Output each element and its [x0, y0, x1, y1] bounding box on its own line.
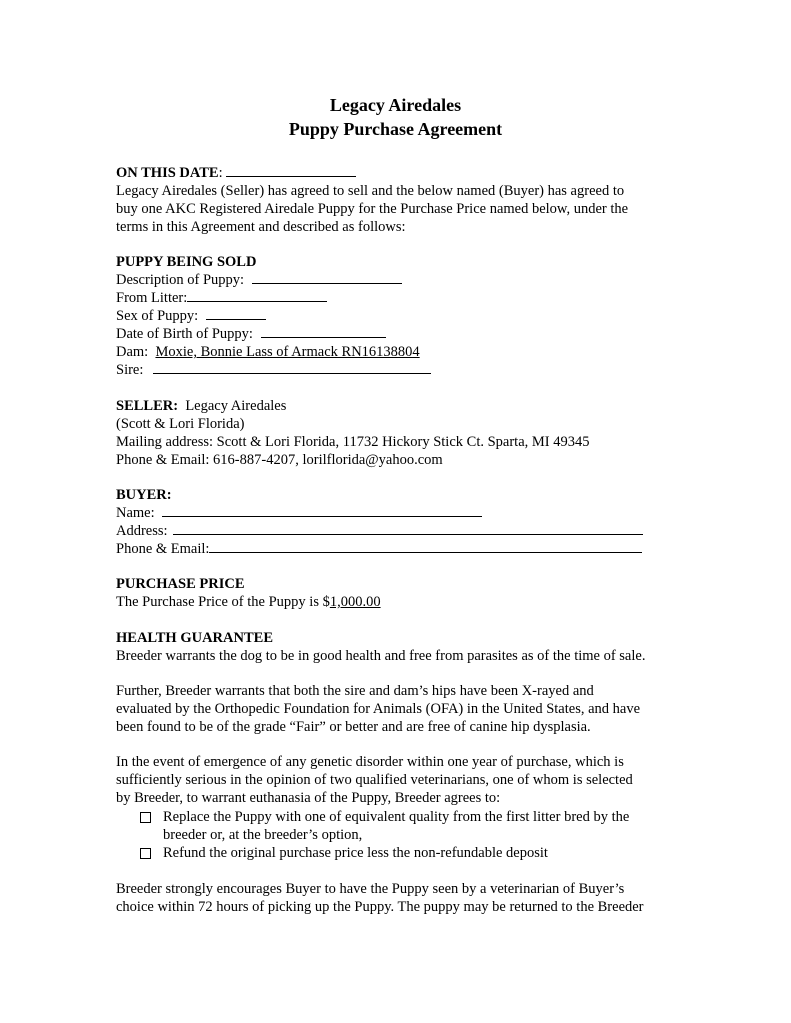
puppy-heading: PUPPY BEING SOLD	[116, 254, 257, 270]
buyer-heading: BUYER:	[116, 487, 172, 503]
intro-line-3: terms in this Agreement and described as follows:	[116, 219, 406, 235]
buyer-address-line: Address:	[116, 522, 643, 540]
dob-line: Date of Birth of Puppy:	[116, 325, 386, 343]
seller-label: SELLER:	[116, 398, 179, 414]
buyer-phone-line: Phone & Email:	[116, 540, 642, 558]
buyer-name-blank	[162, 504, 482, 517]
health-p4-line-2: choice within 72 hours of picking up the Puppy. The puppy may be returned to the Breeder	[116, 899, 644, 915]
sire-blank	[153, 361, 431, 374]
sex-blank	[206, 307, 266, 320]
price-line: The Purchase Price of the Puppy is $1,000.00	[116, 594, 381, 610]
seller-contact: Phone & Email: 616-887-4207, lorilflorida@yahoo.com	[116, 452, 443, 468]
dam-line: Dam: Moxie, Bonnie Lass of Armack RN16138804	[116, 344, 420, 360]
buyer-phone-blank	[209, 540, 642, 553]
document-subtitle: Puppy Purchase Agreement	[288, 119, 503, 139]
price-heading: PURCHASE PRICE	[116, 576, 245, 592]
date-line: ON THIS DATE:	[116, 164, 356, 182]
intro-line-2: buy one AKC Registered Airedale Puppy for the Purchase Price named below, under the	[116, 201, 629, 217]
buyer-name-line: Name:	[116, 504, 482, 522]
puppy-description-line: Description of Puppy:	[116, 271, 402, 289]
seller-owners: (Scott & Lori Florida)	[116, 416, 245, 432]
option-refund-line: Refund the original purchase price less the non-refundable deposit	[163, 845, 548, 861]
document-title: Legacy Airedales	[329, 95, 462, 115]
litter-line: From Litter:	[116, 289, 327, 307]
seller-mailing: Mailing address: Scott & Lori Florida, 11732 Hickory Stick Ct. Sparta, MI 49345	[116, 434, 590, 450]
sex-line: Sex of Puppy:	[116, 307, 266, 325]
sire-line: Sire:	[116, 361, 431, 379]
seller-line: SELLER: Legacy Airedales	[116, 398, 287, 414]
buyer-address-blank	[173, 522, 643, 535]
option-replace-line-1: Replace the Puppy with one of equivalent quality from the first litter bred by the	[163, 809, 630, 825]
date-label: ON THIS DATE	[116, 165, 219, 181]
dob-blank	[261, 325, 386, 338]
option-replace-line-2: breeder or, at the breeder’s option,	[163, 827, 363, 843]
description-blank	[252, 271, 402, 284]
health-p1: Breeder warrants the dog to be in good health and free from parasites as of the time of sale.	[116, 648, 646, 664]
date-blank	[226, 164, 356, 177]
health-p2-line-1: Further, Breeder warrants that both the sire and dam’s hips have been X-rayed and	[116, 683, 594, 699]
health-p2-line-2: evaluated by the Orthopedic Foundation for Animals (OFA) in the United States, and have	[116, 701, 641, 717]
health-heading: HEALTH GUARANTEE	[116, 630, 273, 646]
dam-value: Moxie, Bonnie Lass of Armack RN16138804	[155, 344, 420, 360]
option-refund-checkbox[interactable]	[140, 848, 151, 859]
health-p4-line-1: Breeder strongly encourages Buyer to have the Puppy seen by a veterinarian of Buyer’s	[116, 881, 625, 897]
health-p3-line-2: sufficiently serious in the opinion of two qualified veterinarians, one of whom is selected	[116, 772, 633, 788]
price-amount: 1,000.00	[329, 594, 381, 610]
litter-blank	[187, 289, 327, 302]
option-replace-checkbox[interactable]	[140, 812, 151, 823]
health-p2-line-3: been found to be of the grade “Fair” or better and are free of canine hip dysplasia.	[116, 719, 591, 735]
health-p3-line-1: In the event of emergence of any genetic disorder within one year of purchase, which is	[116, 754, 624, 770]
intro-line-1: Legacy Airedales (Seller) has agreed to sell and the below named (Buyer) has agreed to	[116, 183, 625, 199]
health-p3-line-3: by Breeder, to warrant euthanasia of the Puppy, Breeder agrees to:	[116, 790, 501, 806]
